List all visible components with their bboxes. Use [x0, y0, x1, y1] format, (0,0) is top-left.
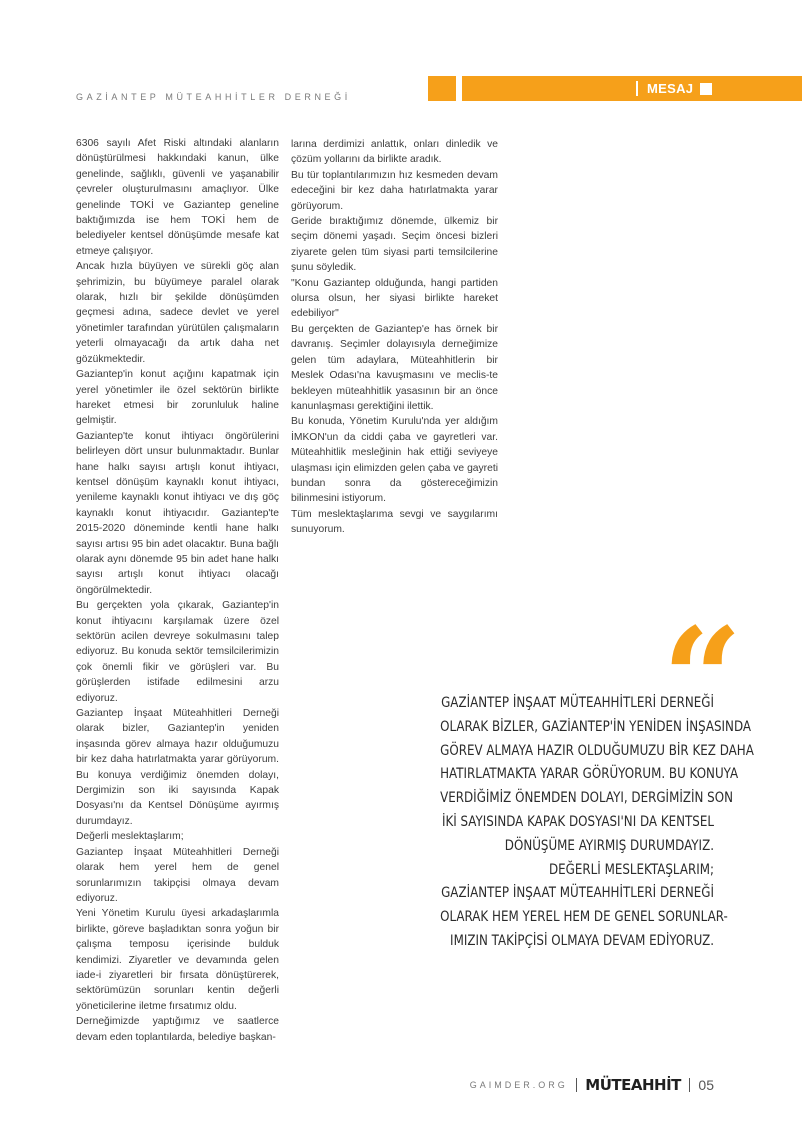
paragraph: Bu gerçekten de Gaziantep'e has örnek bir davranış. Seçimler dolayısıyla derneğimize gelen tüm adaylara, Müteahhitlerin bir Meslek Odası'na kavuşmasını ve meclis-te bekleyen müteahhitlik yasasının bir an önce kanunlaşması gerektiğini ilettik.: [291, 323, 498, 412]
section-label-divider: [636, 81, 638, 96]
pull-quote-line: GAZİANTEP İNŞAAT MÜTEAHHİTLERİ DERNEĞİ: [441, 695, 714, 711]
section-label-text: MESAJ: [647, 81, 694, 96]
pull-quote-line: HATIRLATMAKTA YARAR GÖRÜYORUM. BU KONUYA: [440, 766, 739, 783]
header-accent-bar: [462, 76, 802, 101]
paragraph: Gaziantep İnşaat Müteahhitleri Derneği olarak hem yerel hem de genel sorunlarımızın takipçisi olmaya devam ediyoruz.: [76, 846, 279, 904]
footer-magazine-logo: MÜTEAHHİT: [585, 1076, 681, 1094]
pull-quote-line: IMIZIN TAKİPÇİSİ OLMAYA DEVAM EDİYORUZ.: [450, 932, 714, 949]
section-label-square-icon: [700, 83, 712, 95]
paragraph: Yeni Yönetim Kurulu üyesi arkadaşlarımla birlikte, göreve başladıktan sonra yoğun bir çalışma temposu içerisinde bulduk kendimizi. Ziyaretler ve devamında gelen iade-i ziyaretleri bir fırsata dönüştürerek, sektörümüzün sorunları kentin değerli yöneticilerine iletme fırsatımız oldu.: [76, 908, 279, 1012]
paragraph: Gaziantep'te konut ihtiyacı öngörülerini belirleyen dört unsur bulunmaktadır. Bunlar hane halkı sayısı artışlı konut ihtiyacı, kentsel dönüşüm kaynaklı konut ihtiyacı, yenileme kaynaklı konut ihtiyacı ve dış göç kaynaklı konut ihtiyacıdır. Gaziantep'te 2015-2020 döneminde kentli hane halkı sayısı artısı 95 bin adet olacaktır. Buna bağlı olarak aynı dönemde 95 bin adet hane halkı sayısı artışlı konut ihtiyacı olacağı öngörülmektedir.: [76, 430, 279, 596]
footer-divider: [576, 1078, 578, 1092]
article-column-2: [291, 137, 498, 538]
paragraph: Derneğimizde yaptığımız ve saatlerce devam eden toplantılarda, belediye başkan-: [76, 1016, 279, 1043]
pull-quote-line: DÖNÜŞÜME AYIRMIŞ DURUMDAYIZ.: [504, 837, 714, 854]
footer-website: GAIMDER.ORG: [469, 1080, 568, 1090]
pull-quote-line: VERDİĞİMİZ ÖNEMDEN DOLAYI, DERGİMİZİN SON: [440, 790, 733, 807]
pull-quote-line: DEĞERLİ MESLEKTAŞLARIM;: [549, 861, 714, 878]
article-column-1: [76, 136, 279, 1045]
paragraph: Bu gerçekten yola çıkarak, Gaziantep'in konut ihtiyacını karşılamak üzere özel sektörün acilen devreye sokulmasını talep ediyoruz. Bu konuda sektör temsilcilerimizin çok önemli fikir ve görüşleri var. Bu görüşlerden istifade edilmesini arzu ediyoruz.: [76, 600, 279, 704]
page-number: 05: [698, 1077, 714, 1093]
footer-divider: [689, 1078, 691, 1092]
paragraph: Ancak hızla büyüyen ve sürekli göç alan şehrimizin, bu büyümeye paralel olarak olarak, hızlı bir şekilde dönüşümden geçmesi adına, sadece devlet ve yerel yönetimler tarafından yürütülen çalışmaların yeterli olmayacağı da artık daha net gözükmektedir.: [76, 261, 279, 365]
pull-quote-line: GÖREV ALMAYA HAZIR OLDUĞUMUZU BİR KEZ DAHA: [440, 742, 754, 759]
quote-mark-icon: “: [662, 598, 743, 762]
paragraph: Geride bıraktığımız dönemde, ülkemiz bir seçim dönemi yaşadı. Seçim öncesi bizleri ziyarete gelen tüm siyasi parti temsilcilerine şunu söyledik.: [291, 216, 498, 274]
pull-quote-line: OLARAK BİZLER, GAZİANTEP'İN YENİDEN İNŞASINDA: [440, 718, 752, 735]
paragraph: 6306 sayılı Afet Riski altındaki alanların dönüştürülmesi hakkındaki kanun, ülke genelinde, sağlıklı, güvenli ve yaşanabilir çevreler oluşturulmasını amaçlıyor. Ülke genelinde TOKİ ve Gaziantep geneline baktığımızda ise hem TOKİ hem de belediyeler kentsel dönüşümde mesafe kat etmeye çalışıyor.: [76, 138, 279, 257]
paragraph: Bu konuda, Yönetim Kurulu'nda yer aldığım İMKON'un da ciddi çaba ve gayretleri var. Müteahhitlik mesleğinin hak ettiği seviyeye ulaşması için elimizden gelen çaba ve gayreti bundan sonra da göstereceğimizin bilinmesini istiyorum.: [291, 416, 498, 505]
paragraph: "Konu Gaziantep olduğunda, hangi partiden olursa olsun, her siyasi birlikte hareket edebiliyor": [291, 277, 498, 320]
paragraph: larına derdimizi anlattık, onları dinledik ve çözüm yollarını da birlikte aradık.: [291, 139, 498, 166]
pull-quote-line: GAZİANTEP İNŞAAT MÜTEAHHİTLERİ DERNEĞİ: [441, 885, 714, 902]
pull-quote: [440, 692, 754, 954]
page-footer: [470, 1076, 714, 1094]
section-label: [636, 80, 712, 97]
pull-quote-line: İKİ SAYISINDA KAPAK DOSYASI'NI DA KENTSEL: [441, 813, 714, 830]
paragraph: Değerli meslektaşlarım;: [76, 831, 184, 843]
magazine-header-org-name: GAZİANTEP MÜTEAHHİTLER DERNEĞİ: [76, 92, 351, 102]
paragraph: Tüm meslektaşlarıma sevgi ve saygılarımı sunuyorum.: [291, 508, 498, 536]
pull-quote-line: OLARAK HEM YEREL HEM DE GENEL SORUNLAR-: [440, 909, 728, 926]
paragraph: Gaziantep'in konut açığını kapatmak için yerel yönetimler ile özel sektörün birlikte hareket etmesi bir zorunluluk haline gelmiştir.: [76, 369, 279, 427]
paragraph: Gaziantep İnşaat Müteahhitleri Derneği olarak bizler, Gaziantep'in yeniden inşasında görev almaya hazır olduğumuzu bir kez daha hatırlatmakta yarar görüyorum. Bu konuya verdiğimiz önemden dolayı, Dergimizin son iki sayısında Kapak Dosyası'nı da Kentsel Dönüşüme ayırmış durumdayız.: [76, 708, 279, 827]
paragraph: Bu tür toplantılarımızın hız kesmeden devam edeceğini bir kez daha hatırlatmakta yarar görüyorum.: [291, 169, 498, 212]
header-accent-block: [428, 76, 456, 101]
